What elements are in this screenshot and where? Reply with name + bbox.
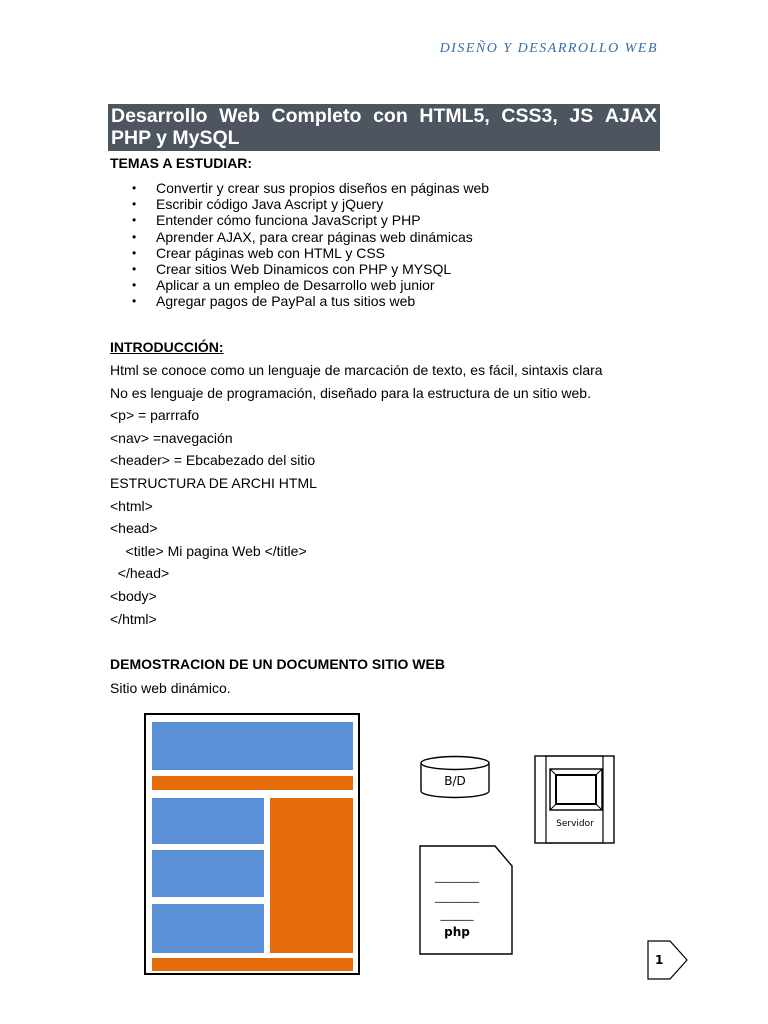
bullet-icon: • — [132, 261, 137, 276]
wireframe-nav-bar — [152, 776, 353, 790]
body-line: <header> = Ebcabezado del sitio — [110, 452, 316, 469]
bullet-icon: • — [132, 245, 137, 260]
list-item-text: Aprender AJAX, para crear páginas web dinámicas — [156, 228, 473, 245]
title-word: Completo — [271, 105, 362, 127]
title-line-2: PHP y MySQL — [111, 127, 240, 149]
list-item-text: Entender cómo funciona JavaScript y PHP — [156, 212, 421, 229]
page-number: 1 — [655, 953, 664, 967]
title-word: con — [373, 105, 408, 127]
body-line: <title> Mi pagina Web </title> — [110, 542, 307, 559]
list-item-text: Escribir código Java Ascript y jQuery — [156, 196, 384, 213]
list-item-text: Crear sitios Web Dinamicos con PHP y MYSQL — [156, 260, 452, 277]
wireframe-footer-bar — [152, 958, 353, 971]
body-line: <nav> =navegación — [110, 429, 233, 446]
body-line: ESTRUCTURA DE ARCHI HTML — [110, 474, 317, 491]
body-line: <body> — [110, 587, 157, 604]
document-line: ________ — [435, 890, 479, 903]
layout-wireframe — [144, 713, 360, 975]
architecture-diagram — [400, 740, 700, 990]
wireframe-sidebar — [270, 798, 353, 953]
server-label: Servidor — [556, 819, 594, 829]
body-line: <html> — [110, 497, 153, 514]
demo-heading: DEMOSTRACION DE UN DOCUMENTO SITIO WEB — [110, 656, 445, 672]
bullet-icon: • — [132, 197, 137, 212]
document-label: php — [444, 925, 470, 939]
topics-list — [110, 180, 489, 310]
list-item-text: Convertir y crear sus propios diseños en páginas web — [156, 180, 490, 196]
bullet-icon: • — [132, 181, 137, 195]
bullet-icon: • — [132, 294, 137, 309]
list-item — [110, 212, 489, 228]
document-line: ________ — [435, 870, 479, 883]
bullet-icon: • — [132, 278, 137, 293]
title-word: HTML5, — [419, 105, 490, 127]
server-icon — [535, 756, 614, 843]
list-item-text: Agregar pagos de PayPal a tus sitios web — [156, 293, 416, 310]
body-line: </html> — [110, 610, 157, 627]
bullet-icon: • — [132, 229, 137, 244]
list-item — [110, 261, 489, 277]
title-line-1 — [111, 105, 657, 127]
list-item — [110, 245, 489, 261]
body-line: <head> — [110, 520, 158, 537]
list-item — [110, 229, 489, 245]
php-document-icon — [420, 846, 512, 954]
bullet-icon: • — [132, 213, 137, 228]
body-line: No es lenguaje de programación, diseñado para la estructura de un sitio web. — [110, 384, 591, 401]
demo-subtitle: Sitio web dinámico. — [110, 680, 231, 696]
list-item — [110, 293, 489, 309]
wireframe-content-block — [152, 850, 264, 897]
wireframe-content-block — [152, 798, 264, 844]
wireframe-header-block — [152, 722, 353, 770]
list-item — [110, 196, 489, 212]
list-item-text: Crear páginas web con HTML y CSS — [156, 244, 386, 261]
body-line: </head> — [110, 565, 170, 582]
intro-heading: INTRODUCCIÓN: — [110, 339, 224, 355]
database-icon — [421, 757, 489, 798]
intro-body — [110, 361, 603, 632]
wireframe-content-block — [152, 904, 264, 953]
title-word: JS — [569, 105, 594, 127]
title-word: Web — [219, 105, 260, 127]
body-line: Html se conoce como un lenguaje de marcación de texto, es fácil, sintaxis clara — [110, 362, 603, 378]
database-label: B/D — [444, 774, 466, 788]
document-line: ______ — [440, 908, 474, 921]
title-word: CSS3, — [501, 105, 558, 127]
document-title — [108, 104, 660, 151]
list-item — [110, 180, 489, 196]
body-line: <p> = parrrafo — [110, 407, 200, 424]
list-item — [110, 277, 489, 293]
list-item-text: Aplicar a un empleo de Desarrollo web junior — [156, 277, 435, 294]
topics-heading: TEMAS A ESTUDIAR: — [110, 155, 253, 171]
page-number-badge — [648, 941, 687, 979]
title-word: AJAX — [604, 105, 657, 127]
running-header: DISEÑO Y DESARROLLO WEB — [439, 41, 658, 56]
title-word: Desarrollo — [111, 105, 208, 127]
